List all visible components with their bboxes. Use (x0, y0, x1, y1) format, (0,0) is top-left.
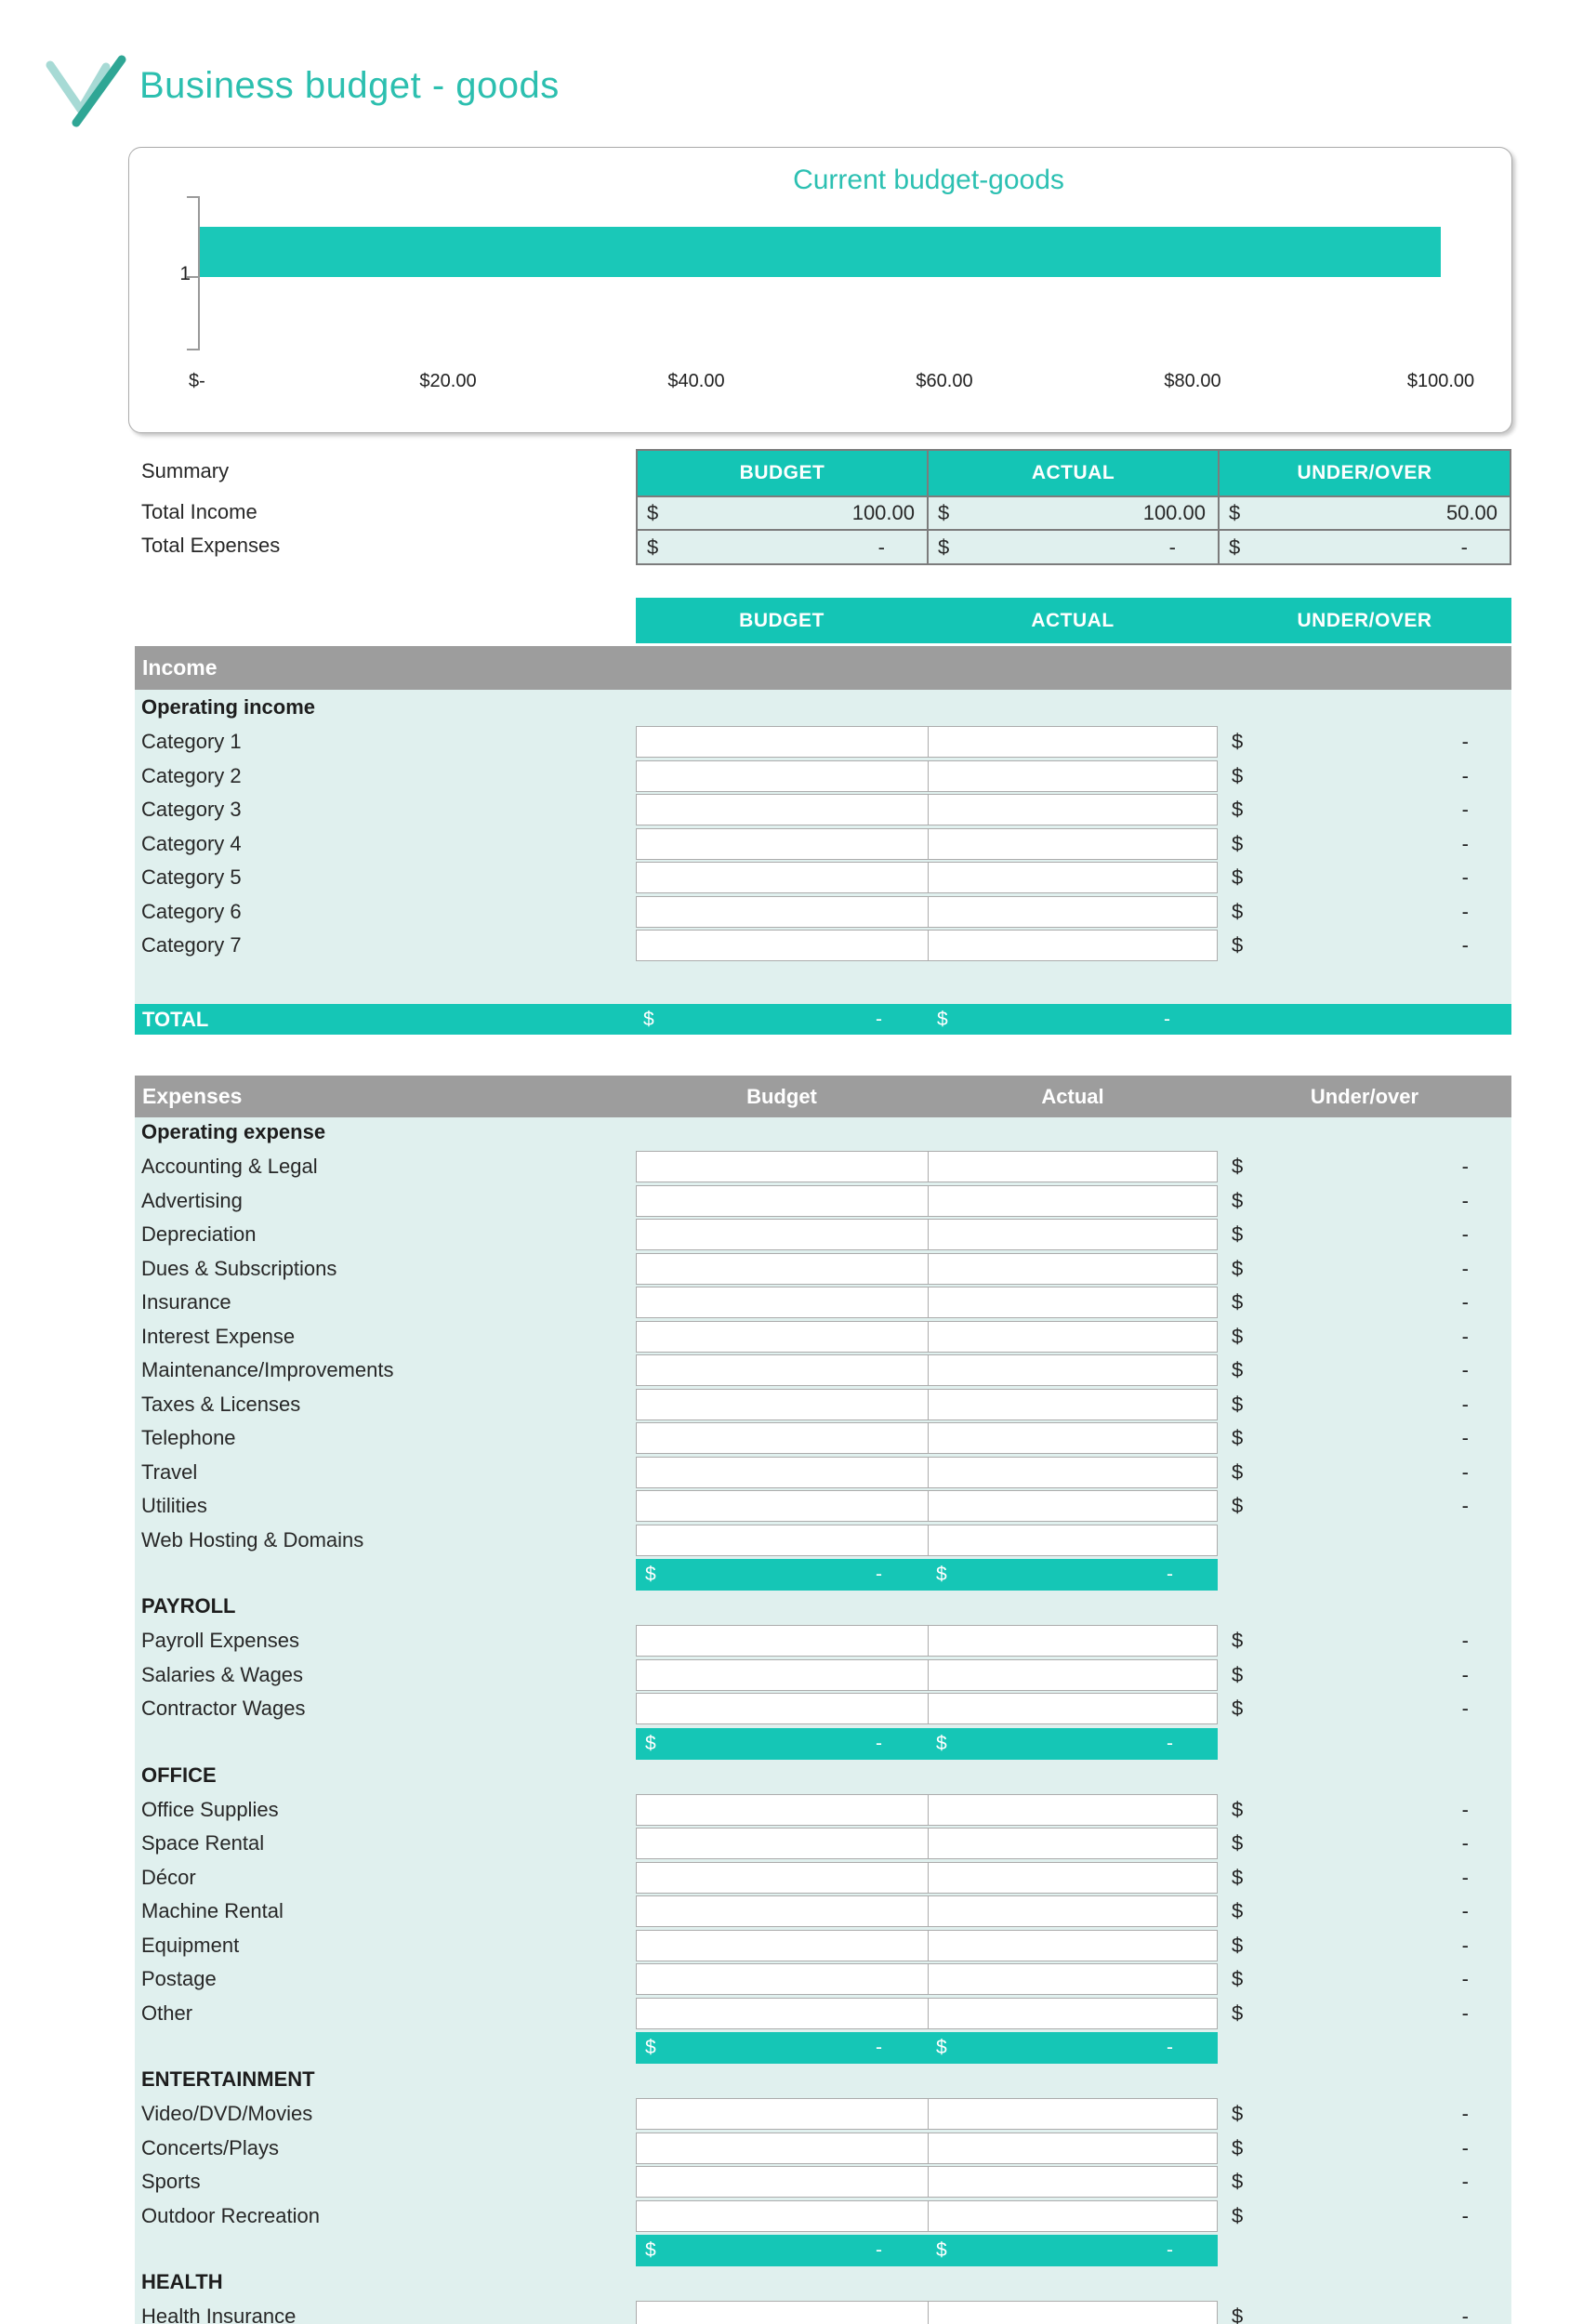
currency-symbol: $ (643, 1008, 654, 1030)
expense-row-label: Category 6 (141, 899, 242, 923)
axis-tick (187, 349, 199, 350)
expense-row-label: Category 3 (141, 798, 242, 821)
cell-divider (928, 1999, 929, 2028)
under-over-currency: $ (1232, 1831, 1244, 1855)
currency-symbol: $ (645, 1732, 656, 1754)
amount-value: - (876, 2037, 882, 2058)
under-over-value: - (1461, 2170, 1469, 2193)
under-over-currency: $ (1232, 798, 1244, 821)
budget-actual-input-cells[interactable] (636, 862, 1218, 893)
amount-value: - (876, 2239, 882, 2261)
expense-row-label: Office Supplies (141, 1797, 279, 1821)
cell-divider (928, 761, 929, 791)
budget-actual-input-cells[interactable] (636, 794, 1218, 825)
expense-group-title: OFFICE (141, 1763, 217, 1787)
x-axis-tick-label: $- (189, 371, 205, 391)
subtotal-cell (927, 2235, 1218, 2266)
expense-row-label: Depreciation (141, 1222, 257, 1246)
under-over-currency: $ (1232, 1222, 1244, 1246)
subtotal-cell (927, 2032, 1218, 2064)
expense-row-label: Web Hosting & Domains (141, 1527, 364, 1552)
currency-symbol: $ (936, 1564, 947, 1585)
amount-value: - (1164, 1008, 1170, 1030)
under-over-value: - (1461, 1155, 1469, 1178)
cell-divider (928, 1626, 929, 1656)
under-over-value: - (1461, 1933, 1469, 1957)
subtotal-cell (636, 1728, 927, 1760)
expense-row-label: Space Rental (141, 1831, 265, 1855)
expense-row-label: Dues & Subscriptions (141, 1256, 337, 1280)
amount-value: 100.00 (851, 501, 915, 524)
expense-row-label: Utilities (141, 1494, 207, 1517)
expense-row-label: Category 1 (141, 730, 242, 753)
subtotal-cell (636, 1559, 927, 1591)
cell-divider (928, 2302, 929, 2324)
expenses-header-under-over: Under/over (1310, 1084, 1419, 1108)
under-over-value: - (1461, 1426, 1469, 1449)
expense-row-label: Accounting & Legal (141, 1155, 318, 1178)
budget-actual-input-cells[interactable] (636, 828, 1218, 860)
amount-value: - (1167, 1564, 1173, 1585)
cell-divider (928, 1423, 929, 1453)
x-axis-tick-label: $80.00 (1164, 371, 1221, 391)
cell-divider (928, 1390, 929, 1419)
expenses-header-budget: Budget (746, 1084, 817, 1108)
cell-divider (928, 1795, 929, 1825)
cell-divider (928, 1525, 929, 1555)
budget-actual-input-cells[interactable] (636, 1862, 1218, 1894)
amount-value: - (876, 1732, 882, 1754)
chart-category-label: 1 (179, 263, 191, 284)
under-over-currency: $ (1232, 1967, 1244, 1990)
expense-row-label: Salaries & Wages (141, 1662, 304, 1686)
budget-actual-input-cells[interactable] (636, 1998, 1218, 2029)
cell-divider (928, 1220, 929, 1249)
x-axis-tick-label: $100.00 (1406, 371, 1475, 391)
currency-symbol: $ (1229, 501, 1241, 524)
expense-row-label: Category 5 (141, 865, 242, 889)
under-over-currency: $ (1232, 865, 1244, 889)
under-over-value: - (1461, 1324, 1469, 1348)
currency-symbol: $ (936, 2239, 947, 2261)
under-over-currency: $ (1232, 1290, 1244, 1314)
expense-row-label: Category 7 (141, 933, 242, 957)
summary-total-income-budget-cell[interactable] (638, 497, 927, 529)
expenses-section (135, 1117, 1511, 2324)
under-over-value: - (1461, 1459, 1469, 1484)
budget-actual-input-cells[interactable] (636, 896, 1218, 928)
under-over-value: - (1461, 1662, 1469, 1686)
under-over-value: - (1461, 1899, 1469, 1922)
budget-actual-input-cells[interactable] (636, 1794, 1218, 1826)
currency-symbol: $ (937, 1008, 948, 1030)
amount-value: - (1168, 535, 1176, 559)
currency-symbol: $ (645, 1564, 656, 1585)
expense-row-label: Insurance (141, 1290, 231, 1314)
expense-row-label: Travel (141, 1459, 198, 1484)
amount-value: - (876, 1564, 882, 1585)
under-over-currency: $ (1232, 1629, 1244, 1652)
under-over-value: - (1461, 2000, 1469, 2025)
budget-actual-input-cells[interactable] (636, 1895, 1218, 1927)
expenses-band-label: Expenses (142, 1084, 243, 1108)
summary-row-label-total-expenses: Total Expenses (141, 534, 281, 557)
budget-actual-input-cells[interactable] (636, 2098, 1218, 2130)
subtotal-cell (927, 1559, 1218, 1591)
subtotal-row (636, 1728, 1218, 1760)
amount-value: - (876, 1008, 882, 1030)
income-table-header (636, 598, 1511, 643)
under-over-currency: $ (1232, 1459, 1244, 1484)
currency-symbol: $ (647, 501, 659, 524)
under-over-currency: $ (1232, 1865, 1244, 1889)
expense-group-title: HEALTH (141, 2270, 223, 2293)
budget-actual-input-cells[interactable] (636, 2133, 1218, 2164)
income-total-actual (937, 1004, 1170, 1035)
under-over-currency: $ (1232, 2102, 1244, 2125)
income-header-budget: BUDGET (739, 609, 824, 631)
expense-row-label: Equipment (141, 1933, 240, 1957)
cell-divider (928, 2133, 929, 2163)
under-over-currency: $ (1232, 1392, 1244, 1416)
under-over-currency: $ (1232, 1662, 1244, 1686)
under-over-value: - (1461, 798, 1469, 821)
under-over-currency: $ (1232, 2203, 1244, 2227)
under-over-value: - (1461, 1865, 1469, 1889)
currency-symbol: $ (1229, 535, 1241, 559)
budget-actual-input-cells[interactable] (636, 1930, 1218, 1961)
expense-row-label: Taxes & Licenses (141, 1392, 301, 1416)
amount-value: 100.00 (1142, 501, 1206, 524)
expense-row-label: Concerts/Plays (141, 2135, 279, 2159)
expense-row-label: Other (141, 2000, 193, 2025)
cell-divider (928, 795, 929, 825)
budget-actual-input-cells[interactable] (636, 2166, 1218, 2198)
cell-divider (928, 1458, 929, 1487)
under-over-currency: $ (1232, 1324, 1244, 1348)
under-over-value: - (1461, 1831, 1469, 1855)
summary-total-expenses-actual-cell[interactable] (929, 531, 1218, 563)
summary-total-expenses-under-over-cell[interactable] (1220, 531, 1510, 563)
cell-divider (928, 1964, 929, 1994)
subtotal-row (636, 1559, 1218, 1591)
expense-group-title: ENTERTAINMENT (141, 2067, 315, 2091)
under-over-value: - (1461, 1629, 1469, 1652)
currency-symbol: $ (936, 1732, 947, 1754)
under-over-currency: $ (1232, 1797, 1244, 1821)
cell-divider (928, 2201, 929, 2231)
budget-actual-input-cells[interactable] (636, 1659, 1218, 1691)
summary-header-actual: ACTUAL (929, 451, 1218, 495)
cell-divider (928, 897, 929, 927)
summary-total-income-under-over-cell[interactable] (1220, 497, 1510, 529)
budget-actual-input-cells[interactable] (636, 1253, 1218, 1285)
income-section-band (135, 646, 1511, 690)
under-over-currency: $ (1232, 933, 1244, 957)
expense-group-title: Operating expense (141, 1120, 326, 1143)
income-total-budget (643, 1004, 882, 1035)
chart-card (128, 147, 1512, 433)
page-title: Business budget - goods (139, 65, 560, 106)
expense-row-label: Category 4 (141, 831, 242, 855)
under-over-currency: $ (1232, 1426, 1244, 1449)
subtotal-cell (636, 2032, 927, 2064)
cell-divider (928, 1287, 929, 1317)
currency-symbol: $ (936, 2037, 947, 2058)
under-over-currency: $ (1232, 1155, 1244, 1178)
under-over-currency: $ (1232, 2304, 1244, 2324)
budget-actual-input-cells[interactable] (636, 2301, 1218, 2324)
under-over-currency: $ (1232, 2170, 1244, 2193)
summary-total-expenses-budget-cell[interactable] (638, 531, 927, 563)
budget-actual-input-cells[interactable] (636, 1287, 1218, 1318)
expense-row-label: Contractor Wages (141, 1697, 306, 1720)
under-over-value: - (1461, 899, 1469, 923)
under-over-currency: $ (1232, 763, 1244, 787)
amount-value: - (877, 535, 885, 559)
income-group-title: Operating income (141, 695, 316, 719)
currency-symbol: $ (645, 2037, 656, 2058)
under-over-currency: $ (1232, 1494, 1244, 1517)
cell-divider (928, 829, 929, 859)
expense-row-label: Category 2 (141, 763, 242, 787)
subtotal-cell (636, 2235, 927, 2266)
expense-row-label: Outdoor Recreation (141, 2203, 320, 2227)
expense-row-label: Postage (141, 1967, 217, 1990)
expense-row-label: Machine Rental (141, 1899, 284, 1922)
under-over-value: - (1461, 2135, 1469, 2159)
amount-value: - (1167, 1732, 1173, 1754)
axis-tick (187, 196, 199, 198)
under-over-currency: $ (1232, 730, 1244, 753)
under-over-value: - (1461, 2304, 1469, 2324)
under-over-currency: $ (1232, 2000, 1244, 2025)
summary-heading: Summary (141, 459, 230, 482)
budget-actual-input-cells[interactable] (636, 1457, 1218, 1488)
under-over-value: - (1461, 1967, 1469, 1990)
under-over-value: - (1461, 865, 1469, 889)
summary-header-budget: BUDGET (638, 451, 927, 495)
cell-divider (928, 1863, 929, 1893)
income-total-row (135, 1004, 1511, 1035)
income-section (135, 690, 1511, 1004)
under-over-value: - (1461, 1697, 1469, 1720)
app-logo-icon (41, 54, 130, 128)
cell-divider (928, 1491, 929, 1521)
cell-divider (928, 727, 929, 757)
cell-divider (928, 931, 929, 960)
cell-divider (928, 863, 929, 892)
chart-title: Current budget-goods (793, 165, 1064, 195)
under-over-value: - (1461, 933, 1469, 957)
expense-row-label: Health Insurance (141, 2304, 297, 2324)
summary-total-income-actual-cell[interactable] (929, 497, 1218, 529)
budget-actual-input-cells[interactable] (636, 1422, 1218, 1454)
x-axis-tick-label: $20.00 (419, 371, 477, 391)
cell-divider (928, 1355, 929, 1385)
under-over-value: - (1461, 831, 1469, 855)
under-over-value: - (1461, 2203, 1469, 2227)
budget-actual-input-cells[interactable] (636, 1219, 1218, 1250)
expense-row-label: Video/DVD/Movies (141, 2102, 313, 2125)
budget-actual-input-cells[interactable] (636, 930, 1218, 961)
income-header-under-over: UNDER/OVER (1297, 609, 1432, 631)
budget-actual-input-cells[interactable] (636, 1185, 1218, 1217)
expense-row-label: Décor (141, 1865, 196, 1889)
expense-row-label: Sports (141, 2170, 201, 2193)
budget-actual-input-cells[interactable] (636, 1625, 1218, 1657)
under-over-currency: $ (1232, 831, 1244, 855)
amount-value: 50.00 (1445, 501, 1497, 524)
under-over-value: - (1461, 1222, 1469, 1246)
income-header-actual: ACTUAL (1031, 609, 1115, 631)
under-over-value: - (1461, 2102, 1469, 2125)
expense-row-label: Telephone (141, 1426, 236, 1449)
under-over-currency: $ (1232, 1256, 1244, 1280)
under-over-currency: $ (1232, 1188, 1244, 1212)
amount-value: - (1460, 535, 1468, 559)
cell-divider (928, 1829, 929, 1858)
expense-row-label: Advertising (141, 1188, 243, 1212)
cell-divider (928, 1152, 929, 1182)
budget-actual-input-cells[interactable] (636, 1490, 1218, 1522)
currency-symbol: $ (645, 2239, 656, 2261)
budget-actual-input-cells[interactable] (636, 760, 1218, 792)
summary-header-under-over: UNDER/OVER (1220, 451, 1510, 495)
cell-divider (928, 1931, 929, 1961)
under-over-currency: $ (1232, 899, 1244, 923)
summary-table (636, 449, 1511, 565)
budget-actual-input-cells[interactable] (636, 726, 1218, 758)
expenses-section-band (135, 1076, 1511, 1117)
budget-actual-input-cells[interactable] (636, 2200, 1218, 2232)
subtotal-row (636, 2032, 1218, 2064)
subtotal-row (636, 2235, 1218, 2266)
under-over-value: - (1461, 1256, 1469, 1280)
summary-row-label-total-income: Total Income (141, 500, 257, 523)
expense-group-title: PAYROLL (141, 1594, 236, 1618)
budget-actual-input-cells[interactable] (636, 1963, 1218, 1995)
under-over-value: - (1461, 1290, 1469, 1314)
currency-symbol: $ (938, 535, 950, 559)
budget-actual-input-cells[interactable] (636, 1389, 1218, 1420)
cell-divider (928, 1896, 929, 1926)
under-over-value: - (1461, 1797, 1469, 1821)
subtotal-cell (927, 1728, 1218, 1760)
amount-value: - (1167, 2037, 1173, 2058)
expense-row-label: Interest Expense (141, 1324, 296, 1348)
income-band-label: Income (142, 655, 218, 680)
cell-divider (928, 1694, 929, 1723)
budget-actual-input-cells[interactable] (636, 1354, 1218, 1386)
under-over-value: - (1461, 1358, 1469, 1381)
cell-divider (928, 1186, 929, 1216)
budget-actual-input-cells[interactable] (636, 1828, 1218, 1859)
budget-actual-input-cells[interactable] (636, 1525, 1218, 1556)
cell-divider (928, 1254, 929, 1284)
expense-row-label: Maintenance/Improvements (141, 1358, 394, 1381)
cell-divider (928, 1322, 929, 1352)
income-total-label: TOTAL (142, 1008, 209, 1031)
budget-actual-input-cells[interactable] (636, 1321, 1218, 1353)
under-over-value: - (1461, 1392, 1469, 1416)
currency-symbol: $ (938, 501, 950, 524)
budget-actual-input-cells[interactable] (636, 1151, 1218, 1182)
currency-symbol: $ (647, 535, 659, 559)
under-over-currency: $ (1232, 1358, 1244, 1381)
cell-divider (928, 2167, 929, 2197)
amount-value: - (1167, 2239, 1173, 2261)
under-over-currency: $ (1232, 1697, 1244, 1720)
under-over-value: - (1461, 1494, 1469, 1517)
x-axis-tick-label: $40.00 (667, 371, 725, 391)
expense-row-label: Payroll Expenses (141, 1629, 299, 1652)
x-axis-tick-label: $60.00 (916, 371, 973, 391)
under-over-value: - (1461, 763, 1469, 787)
budget-actual-input-cells[interactable] (636, 1693, 1218, 1724)
under-over-currency: $ (1232, 1899, 1244, 1922)
under-over-currency: $ (1232, 1933, 1244, 1957)
expenses-header-actual: Actual (1041, 1084, 1104, 1108)
cell-divider (928, 1660, 929, 1690)
under-over-currency: $ (1232, 2135, 1244, 2159)
chart-bar (200, 227, 1441, 277)
cell-divider (928, 2099, 929, 2129)
under-over-value: - (1461, 730, 1469, 753)
under-over-value: - (1461, 1188, 1469, 1212)
